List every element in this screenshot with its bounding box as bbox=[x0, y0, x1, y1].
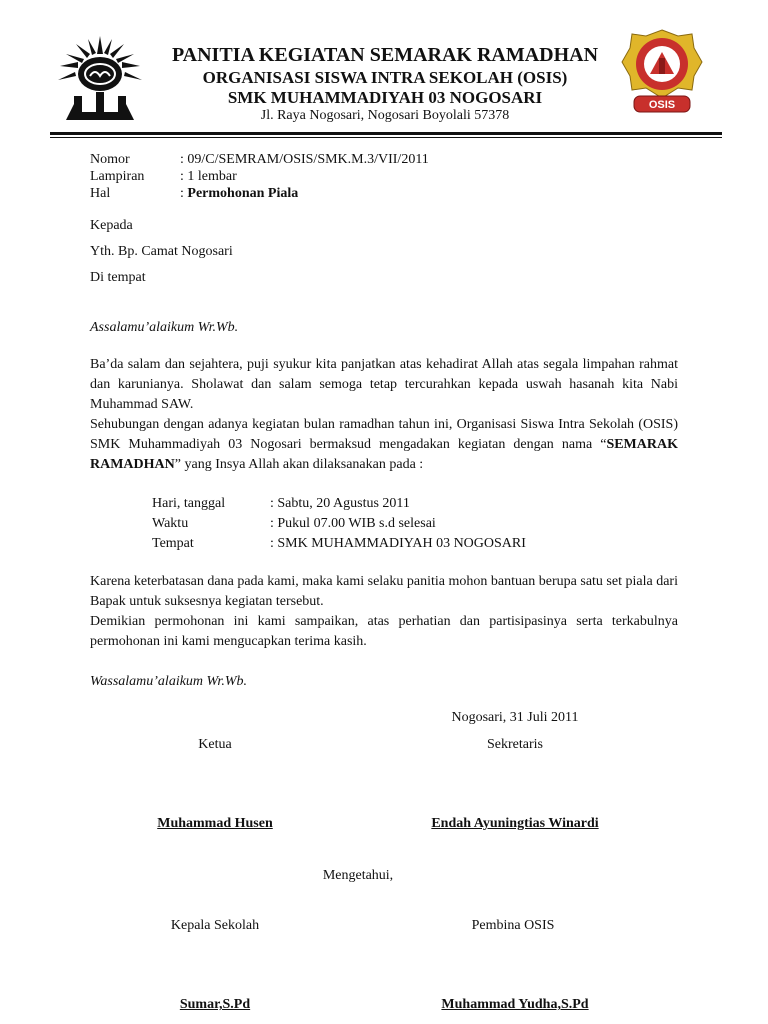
header-rule-thin bbox=[50, 137, 722, 138]
detail-value-date: : Sabtu, 20 Agustus 2011 bbox=[270, 496, 410, 511]
recipient-line-3: Di tempat bbox=[90, 270, 146, 285]
recipient-line-2: Yth. Bp. Camat Nogosari bbox=[90, 244, 233, 259]
detail-value-place: : SMK MUHAMMADIYAH 03 NOGOSARI bbox=[270, 536, 526, 551]
header-address: Jl. Raya Nogosari, Nogosari Boyolali 57378 bbox=[260, 108, 510, 123]
header-title: PANITIA KEGIATAN SEMARAK RAMADHAN bbox=[171, 44, 599, 66]
meta-label-hal: Hal bbox=[90, 186, 111, 201]
greeting: Assalamu’alaikum Wr.Wb. bbox=[90, 320, 239, 335]
muhammadiyah-logo bbox=[52, 34, 148, 124]
paragraph-4: Demikian permohonan ini kami sampaikan, atas perhatian dan partisipasinya serta terkabulnya permohonan ini kami mengucapkan terima kasih. bbox=[90, 614, 678, 649]
meta-value-hal: : Permohonan Piala bbox=[180, 186, 299, 201]
meta-label-nomor: Nomor bbox=[90, 152, 130, 167]
event-name: SEMARAK RAMADHAN bbox=[90, 437, 678, 472]
subject-text: Permohonan Piala bbox=[187, 186, 299, 201]
detail-label-place: Tempat bbox=[152, 536, 194, 551]
closing-paragraph bbox=[90, 572, 678, 652]
detail-label-date: Hari, tanggal bbox=[152, 496, 226, 511]
emblem-base bbox=[66, 92, 134, 120]
role-kepala-sekolah: Kepala Sekolah bbox=[170, 918, 260, 933]
header-rule-thick bbox=[50, 132, 722, 135]
paragraph-2: Sehubungan dengan adanya kegiatan bulan ramadhan tahun ini, Organisasi Siswa Intra Sekolah (OSIS) SMK Muhammadiyah 03 Nogosari bermaksud mengadakan kegiatan dengan nama “SEMARAK RAMADHAN” yang Insya Allah akan dilaksanakan pada : bbox=[90, 417, 678, 472]
meta-value-nomor: : 09/C/SEMRAM/OSIS/SMK.M.3/VII/2011 bbox=[180, 152, 429, 167]
detail-value-time: : Pukul 07.00 WIB s.d selesai bbox=[270, 516, 436, 531]
role-sekretaris: Sekretaris bbox=[487, 737, 543, 752]
meta-value-lampiran: : 1 lembar bbox=[180, 169, 237, 184]
recipient-line-1: Kepada bbox=[90, 218, 133, 233]
acknowledge-label: Mengetahui, bbox=[322, 868, 394, 883]
osis-logo bbox=[620, 28, 704, 122]
paragraph-3: Karena keterbatasan dana pada kami, maka kami selaku panitia mohon bantuan berupa satu set piala dari Bapak untuk suksesnya kegiatan tersebut. bbox=[90, 574, 678, 609]
signature-name-ketua: Muhammad Husen bbox=[157, 816, 273, 831]
signature-name-kepala-sekolah: Sumar,S.Pd bbox=[179, 997, 251, 1012]
paragraph-1: Ba’da salam dan sejahtera, puji syukur kita panjatkan atas kehadirat Allah atas segala limpahan rahmat dan karunianya. Sholawat dan salam semoga tetap tercurahkan kepada uswah hasanah kita Nabi Muhammad SAW. bbox=[90, 357, 678, 412]
detail-label-time: Waktu bbox=[152, 516, 189, 531]
place-date: Nogosari, 31 Juli 2011 bbox=[451, 710, 579, 725]
osis-logo-text: OSIS bbox=[648, 99, 676, 111]
meta-label-lampiran: Lampiran bbox=[90, 169, 145, 184]
role-ketua: Ketua bbox=[198, 737, 232, 752]
role-pembina-osis: Pembina OSIS bbox=[471, 918, 555, 933]
body-paragraph bbox=[90, 355, 678, 475]
header-org: ORGANISASI SISWA INTRA SEKOLAH (OSIS) bbox=[202, 68, 568, 87]
signature-name-sekretaris: Endah Ayuningtias Winardi bbox=[431, 816, 599, 831]
header-school: SMK MUHAMMADIYAH 03 NOGOSARI bbox=[227, 88, 543, 107]
signature-name-pembina-osis: Muhammad Yudha,S.Pd bbox=[441, 997, 589, 1012]
farewell: Wassalamu’alaikum Wr.Wb. bbox=[90, 674, 247, 689]
